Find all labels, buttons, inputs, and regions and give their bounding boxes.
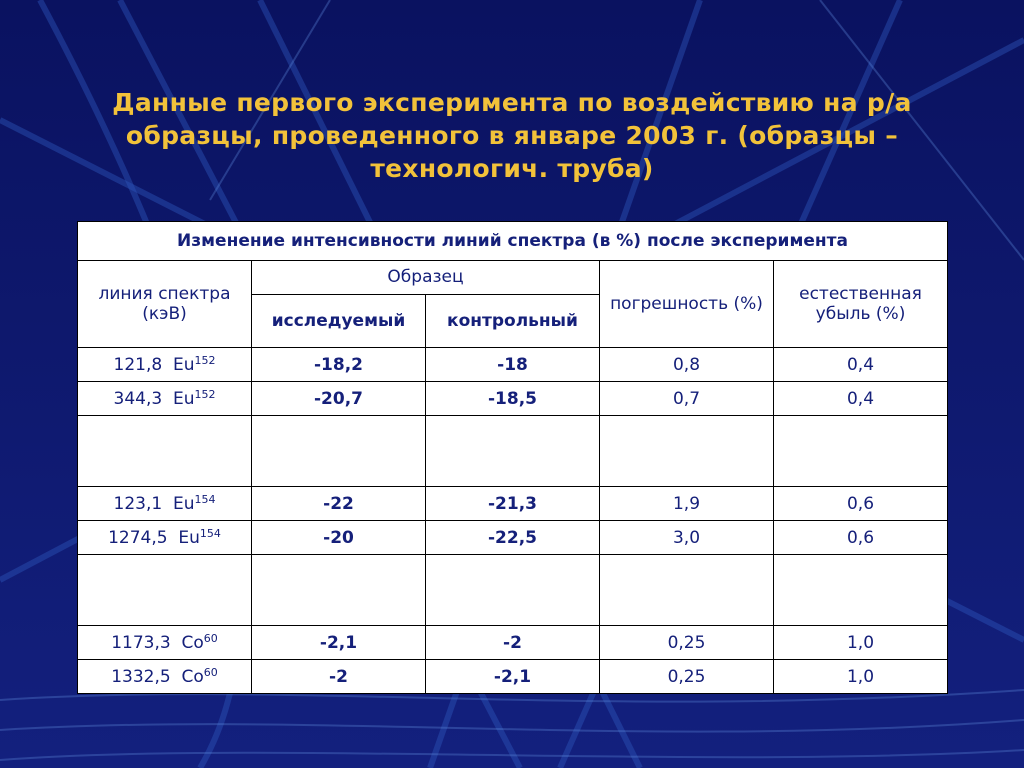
cell-line: 1274,5 Eu$^{154}$ <box>78 521 252 555</box>
cell-control: -2 <box>426 626 600 660</box>
cell-decay: 0,6 <box>774 521 948 555</box>
header-control: контрольный <box>426 294 600 347</box>
header-sample: Образец <box>252 261 600 295</box>
table-row <box>78 660 948 694</box>
cell-control: -2,1 <box>426 660 600 694</box>
cell-error: 0,8 <box>600 348 774 382</box>
cell-decay: 1,0 <box>774 660 948 694</box>
cell-studied: -2,1 <box>252 626 426 660</box>
cell-decay: 1,0 <box>774 626 948 660</box>
cell-control: -21,3 <box>426 487 600 521</box>
header-decay: естественная убыль (%) <box>774 261 948 348</box>
cell-line: 344,3 Eu$^{152}$ <box>78 382 252 416</box>
cell-error: 0,25 <box>600 626 774 660</box>
cell-studied: -18,2 <box>252 348 426 382</box>
table-row <box>78 487 948 521</box>
header-error: погрешность (%) <box>600 261 774 348</box>
header-studied: исследуемый <box>252 294 426 347</box>
cell-control: -18 <box>426 348 600 382</box>
table-caption-row <box>78 222 948 261</box>
table-row <box>78 382 948 416</box>
cell-studied: -20,7 <box>252 382 426 416</box>
cell-studied: -22 <box>252 487 426 521</box>
results-table <box>77 221 948 694</box>
table-row <box>78 626 948 660</box>
cell-decay: 0,4 <box>774 382 948 416</box>
cell-line: 121,8 Eu$^{152}$ <box>78 348 252 382</box>
table-row <box>78 348 948 382</box>
cell-line: 123,1 Eu$^{154}$ <box>78 487 252 521</box>
table-row-empty <box>78 555 948 626</box>
cell-error: 0,7 <box>600 382 774 416</box>
cell-control: -18,5 <box>426 382 600 416</box>
slide-title: Данные первого эксперимента по воздействию на р/а образцы, проведенного в январе 2003 г. (образцы – технологич. труба) <box>112 88 912 183</box>
cell-error: 1,9 <box>600 487 774 521</box>
cell-control: -22,5 <box>426 521 600 555</box>
header-line: линия спектра (кэВ) <box>78 261 252 348</box>
cell-line: 1173,3 Co$^{60}$ <box>78 626 252 660</box>
cell-error: 0,25 <box>600 660 774 694</box>
cell-decay: 0,4 <box>774 348 948 382</box>
cell-error: 3,0 <box>600 521 774 555</box>
table-header-row <box>78 261 948 295</box>
table-row <box>78 521 948 555</box>
table-row-empty <box>78 416 948 487</box>
cell-studied: -2 <box>252 660 426 694</box>
cell-decay: 0,6 <box>774 487 948 521</box>
cell-line: 1332,5 Co$^{60}$ <box>78 660 252 694</box>
cell-studied: -20 <box>252 521 426 555</box>
table-caption: Изменение интенсивности линий спектра (в %) после эксперимента <box>78 222 948 261</box>
